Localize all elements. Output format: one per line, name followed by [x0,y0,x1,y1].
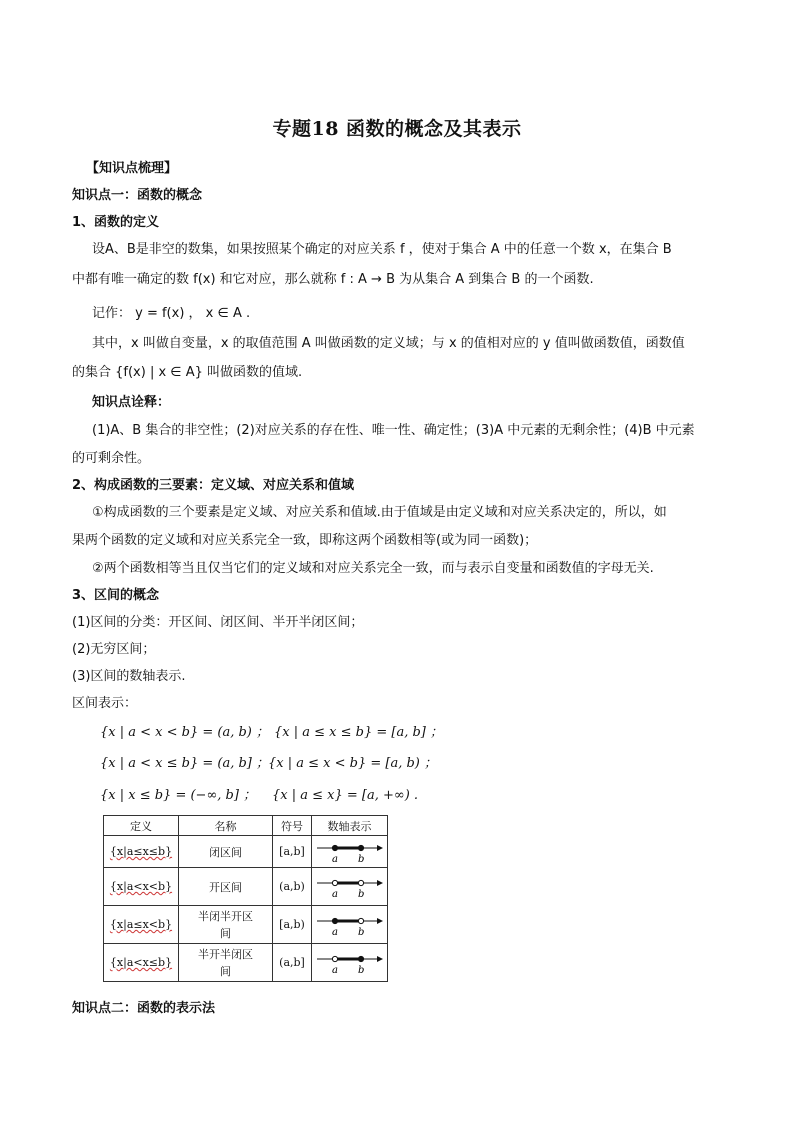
interval-formula: {x | a ≤ x ≤ b} = [a, b] ； [274,725,444,740]
interval-item: 区间表示： [72,696,138,711]
axis-label-a: a [331,853,338,865]
axis-label-a: a [331,926,338,938]
sub-heading-definition: 1、函数的定义 [72,215,160,230]
table-header: 名称 [179,816,273,836]
table-header: 数轴表示 [312,816,388,836]
interval-formula: {x | x ≤ b} = (−∞, b] ； [100,788,257,803]
number-line [315,838,385,866]
paragraph-line: ①构成函数的三个要素是定义域、对应关系和值域.由于值域是由定义域和对应关系决定的，所以，如 [92,505,667,520]
axis-label-b: b [357,964,364,976]
number-line-cell [312,906,388,944]
interval-definition: {x|a≤x<b} [104,906,179,944]
paragraph-line: 的集合 {f(x) | x ∈ A} 叫做函数的值域. [72,365,303,380]
axis-arrow [377,880,383,886]
interval-name: 半开半闭区间 [179,944,273,982]
interval-definition: {x|a<x≤b} [104,944,179,982]
interval-symbol: [a,b) [273,906,312,944]
section-header: 【知识点梳理】 [86,161,178,176]
endpoint-b [358,845,363,850]
table-row [104,836,388,868]
interval-definition: {x|a≤x≤b} [104,836,179,868]
endpoint-a [332,918,337,923]
endpoint-a [332,880,337,885]
interval-formula: {x | a < x < b} = (a, b) ； [100,725,270,740]
table-row [104,868,388,906]
sub-heading-three-elements: 2、构成函数的三要素：定义域、对应关系和值域 [72,478,355,493]
paragraph-line: 其中，x 叫做自变量，x 的取值范围 A 叫做函数的定义域；与 x 的值相对应的 y 值叫做函数值，函数值 [92,336,685,351]
interval-table [103,815,388,982]
axis-label-a: a [331,888,338,900]
axis-arrow [377,918,383,924]
interval-item: (3)区间的数轴表示. [72,669,186,684]
interval-symbol: [a,b] [273,836,312,868]
interval-item: (1)区间的分类：开区间、闭区间、半开半闭区间； [72,615,364,630]
axis-label-b: b [357,888,364,900]
page-title: 专题18 函数的概念及其表示 [272,118,522,140]
note-line: (1)A、B 集合的非空性；(2)对应关系的存在性、唯一性、确定性；(3)A 中元素的无剩余性；(4)B 中元素 [92,423,695,438]
axis-arrow [377,956,383,962]
endpoint-a [332,845,337,850]
paragraph-line: 果两个函数的定义域和对应关系完全一致，即称这两个函数相等(或为同一函数)； [72,533,538,548]
number-line-cell [312,836,388,868]
number-line [315,873,385,901]
note-heading: 知识点诠释： [92,395,171,410]
paragraph-line: 设A、B是非空的数集，如果按照某个确定的对应关系 f ，使对于集合 A 中的任意一个数 x，在集合 B [92,242,672,257]
paragraph-line: 中都有唯一确定的数 f(x) 和它对应，那么就称 f : A → B 为从集合 A 到集合 B 的一个函数. [72,272,594,287]
interval-item: (2)无穷区间； [72,642,156,657]
table-header: 定义 [104,816,179,836]
interval-definition: {x|a<x<b} [104,868,179,906]
axis-label-a: a [331,964,338,976]
note-line: 的可剩余性。 [72,451,151,466]
interval-formula: {x | a < x ≤ b} = (a, b] ； [100,756,270,771]
endpoint-b [358,918,363,923]
interval-name: 半闭半开区间 [179,906,273,944]
table-header: 符号 [273,816,312,836]
number-line [315,949,385,977]
endpoint-b [358,956,363,961]
axis-label-b: b [357,853,364,865]
endpoint-a [332,956,337,961]
number-line-cell [312,944,388,982]
interval-symbol: (a,b) [273,868,312,906]
interval-symbol: (a,b] [273,944,312,982]
kp2-heading: 知识点二：函数的表示法 [72,1001,216,1016]
table-row [104,944,388,982]
axis-arrow [377,845,383,851]
notation-line: 记作： y = f(x) ， x ∈ A . [92,306,251,321]
interval-name: 闭区间 [179,836,273,868]
number-line [315,911,385,939]
table-row [104,906,388,944]
sub-heading-interval: 3、区间的概念 [72,588,160,603]
endpoint-b [358,880,363,885]
interval-formula: {x | a ≤ x < b} = [a, b) ； [268,756,438,771]
number-line-cell [312,868,388,906]
kp1-heading: 知识点一：函数的概念 [72,188,203,203]
paragraph-line: ②两个函数相等当且仅当它们的定义域和对应关系完全一致，而与表示自变量和函数值的字母无关. [92,561,654,576]
interval-formula: {x | a ≤ x} = [a, +∞) . [272,788,419,803]
axis-label-b: b [357,926,364,938]
interval-name: 开区间 [179,868,273,906]
